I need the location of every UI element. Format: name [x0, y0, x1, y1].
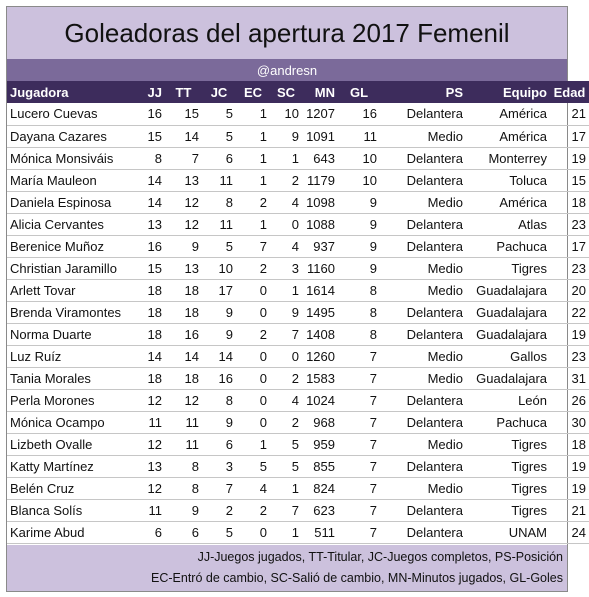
cell-mn: 1024 [302, 389, 338, 411]
column-header-gl: GL [349, 84, 369, 100]
cell-gl: 11 [338, 125, 380, 147]
table-row [7, 521, 589, 543]
cell-tt: 18 [165, 301, 202, 323]
cell-mn: 511 [302, 521, 338, 543]
cell-mn: 643 [302, 147, 338, 169]
column-header-ps: PS [445, 84, 463, 100]
cell-ec: 0 [236, 411, 270, 433]
cell-jugadora: Lucero Cuevas [7, 103, 135, 125]
cell-mn: 824 [302, 477, 338, 499]
table-row [7, 499, 589, 521]
cell-jj: 18 [135, 301, 165, 323]
cell-jc: 8 [202, 191, 236, 213]
cell-edad: 19 [550, 477, 589, 499]
cell-gl: 7 [338, 433, 380, 455]
cell-tt: 8 [165, 477, 202, 499]
legend-note-1: JJ-Juegos jugados, TT-Titular, JC-Juegos completos, PS-Posición [197, 550, 563, 564]
cell-sc: 5 [270, 455, 302, 477]
cell-jc: 5 [202, 125, 236, 147]
cell-edad: 23 [550, 257, 589, 279]
cell-mn: 1260 [302, 345, 338, 367]
cell-jc: 14 [202, 345, 236, 367]
page-title: Goleadoras del apertura 2017 Femenil [7, 7, 567, 59]
cell-jugadora: Dayana Cazares [7, 125, 135, 147]
author-handle: @andresn [7, 59, 567, 81]
cell-ps: Delantera [380, 169, 466, 191]
cell-jj: 18 [135, 323, 165, 345]
cell-equipo: América [466, 125, 550, 147]
cell-jc: 5 [202, 521, 236, 543]
cell-ps: Delantera [380, 103, 466, 125]
cell-jugadora: Tania Morales [7, 367, 135, 389]
cell-tt: 9 [165, 499, 202, 521]
cell-tt: 14 [165, 345, 202, 367]
cell-jj: 11 [135, 499, 165, 521]
cell-edad: 15 [550, 169, 589, 191]
table-row [7, 323, 589, 345]
cell-gl: 7 [338, 477, 380, 499]
cell-equipo: Atlas [466, 213, 550, 235]
cell-mn: 1614 [302, 279, 338, 301]
cell-ps: Medio [380, 191, 466, 213]
cell-gl: 7 [338, 455, 380, 477]
table-row [7, 103, 589, 125]
cell-ps: Delantera [380, 147, 466, 169]
cell-jj: 14 [135, 345, 165, 367]
cell-sc: 9 [270, 125, 302, 147]
cell-jugadora: Lizbeth Ovalle [7, 433, 135, 455]
cell-jc: 8 [202, 389, 236, 411]
cell-edad: 17 [550, 125, 589, 147]
cell-jugadora: María Mauleon [7, 169, 135, 191]
cell-ps: Delantera [380, 323, 466, 345]
cell-gl: 7 [338, 345, 380, 367]
cell-jj: 14 [135, 169, 165, 191]
cell-jc: 7 [202, 477, 236, 499]
cell-equipo: Guadalajara [466, 323, 550, 345]
cell-tt: 6 [165, 521, 202, 543]
cell-mn: 1179 [302, 169, 338, 191]
cell-ec: 2 [236, 499, 270, 521]
cell-edad: 18 [550, 433, 589, 455]
cell-edad: 19 [550, 323, 589, 345]
cell-ps: Medio [380, 125, 466, 147]
cell-ps: Delantera [380, 235, 466, 257]
cell-ec: 0 [236, 279, 270, 301]
cell-jugadora: Alicia Cervantes [7, 213, 135, 235]
cell-jc: 6 [202, 147, 236, 169]
column-header-equipo: Equipo [502, 84, 547, 100]
table-row [7, 301, 589, 323]
cell-ec: 0 [236, 389, 270, 411]
cell-edad: 19 [550, 147, 589, 169]
cell-ec: 1 [236, 125, 270, 147]
cell-sc: 4 [270, 235, 302, 257]
cell-mn: 959 [302, 433, 338, 455]
column-header-tt: TT [175, 84, 192, 100]
cell-edad: 23 [550, 213, 589, 235]
cell-gl: 16 [338, 103, 380, 125]
cell-equipo: Tigres [466, 477, 550, 499]
cell-tt: 16 [165, 323, 202, 345]
cell-jugadora: Arlett Tovar [7, 279, 135, 301]
cell-gl: 7 [338, 499, 380, 521]
cell-jc: 11 [202, 213, 236, 235]
legend-notes [7, 545, 567, 591]
cell-ec: 2 [236, 191, 270, 213]
column-header-mn: MN [314, 84, 335, 100]
cell-ec: 5 [236, 455, 270, 477]
cell-jugadora: Norma Duarte [7, 323, 135, 345]
cell-mn: 1583 [302, 367, 338, 389]
cell-edad: 17 [550, 235, 589, 257]
cell-jc: 5 [202, 103, 236, 125]
cell-sc: 5 [270, 433, 302, 455]
column-header-edad: Edad [553, 84, 586, 100]
column-header-jj: JJ [147, 84, 162, 100]
cell-mn: 937 [302, 235, 338, 257]
cell-gl: 7 [338, 367, 380, 389]
cell-ec: 0 [236, 345, 270, 367]
table-row [7, 477, 589, 499]
cell-tt: 13 [165, 257, 202, 279]
cell-jugadora: Perla Morones [7, 389, 135, 411]
cell-mn: 1207 [302, 103, 338, 125]
cell-equipo: Pachuca [466, 411, 550, 433]
cell-sc: 2 [270, 411, 302, 433]
cell-jc: 16 [202, 367, 236, 389]
table-row [7, 455, 589, 477]
cell-tt: 12 [165, 213, 202, 235]
cell-ec: 2 [236, 257, 270, 279]
cell-jc: 9 [202, 411, 236, 433]
cell-equipo: Tigres [466, 257, 550, 279]
cell-sc: 0 [270, 345, 302, 367]
cell-ps: Delantera [380, 301, 466, 323]
cell-jc: 10 [202, 257, 236, 279]
cell-jc: 9 [202, 301, 236, 323]
cell-mn: 1098 [302, 191, 338, 213]
cell-jj: 12 [135, 477, 165, 499]
cell-mn: 1088 [302, 213, 338, 235]
cell-ps: Delantera [380, 411, 466, 433]
cell-mn: 1091 [302, 125, 338, 147]
cell-sc: 4 [270, 191, 302, 213]
cell-gl: 9 [338, 191, 380, 213]
column-header-ec: EC [243, 84, 263, 100]
cell-gl: 8 [338, 301, 380, 323]
cell-ps: Medio [380, 345, 466, 367]
cell-edad: 21 [550, 499, 589, 521]
cell-sc: 1 [270, 147, 302, 169]
cell-equipo: Tigres [466, 499, 550, 521]
cell-jugadora: Berenice Muñoz [7, 235, 135, 257]
cell-ec: 0 [236, 521, 270, 543]
cell-tt: 12 [165, 191, 202, 213]
cell-edad: 19 [550, 455, 589, 477]
cell-sc: 4 [270, 389, 302, 411]
cell-tt: 8 [165, 455, 202, 477]
cell-sc: 9 [270, 301, 302, 323]
cell-jugadora: Mónica Ocampo [7, 411, 135, 433]
table-row [7, 433, 589, 455]
cell-edad: 21 [550, 103, 589, 125]
table-row [7, 279, 589, 301]
table-row [7, 257, 589, 279]
cell-ec: 4 [236, 477, 270, 499]
cell-ps: Medio [380, 279, 466, 301]
cell-mn: 855 [302, 455, 338, 477]
cell-jj: 13 [135, 455, 165, 477]
cell-jj: 12 [135, 389, 165, 411]
cell-jugadora: Katty Martínez [7, 455, 135, 477]
table-frame [6, 6, 586, 592]
cell-mn: 623 [302, 499, 338, 521]
cell-gl: 9 [338, 213, 380, 235]
cell-edad: 26 [550, 389, 589, 411]
table-row [7, 191, 589, 213]
cell-jugadora: Mónica Monsiváis [7, 147, 135, 169]
cell-jj: 14 [135, 191, 165, 213]
cell-equipo: Pachuca [466, 235, 550, 257]
cell-equipo: América [466, 103, 550, 125]
cell-jj: 8 [135, 147, 165, 169]
cell-jugadora: Karime Abud [7, 521, 135, 543]
cell-equipo: Guadalajara [466, 367, 550, 389]
cell-jugadora: Belén Cruz [7, 477, 135, 499]
table-row [7, 169, 589, 191]
cell-mn: 1160 [302, 257, 338, 279]
cell-sc: 2 [270, 367, 302, 389]
cell-tt: 15 [165, 103, 202, 125]
cell-tt: 18 [165, 279, 202, 301]
cell-jj: 16 [135, 103, 165, 125]
cell-jj: 16 [135, 235, 165, 257]
cell-ps: Delantera [380, 455, 466, 477]
cell-jugadora: Christian Jaramillo [7, 257, 135, 279]
cell-jc: 3 [202, 455, 236, 477]
cell-gl: 9 [338, 235, 380, 257]
cell-equipo: Monterrey [466, 147, 550, 169]
cell-tt: 12 [165, 389, 202, 411]
cell-jj: 12 [135, 433, 165, 455]
cell-equipo: América [466, 191, 550, 213]
cell-sc: 10 [270, 103, 302, 125]
cell-tt: 14 [165, 125, 202, 147]
cell-sc: 7 [270, 499, 302, 521]
cell-sc: 1 [270, 279, 302, 301]
cell-jj: 13 [135, 213, 165, 235]
table-row [7, 389, 589, 411]
cell-jj: 11 [135, 411, 165, 433]
table-row [7, 345, 589, 367]
cell-edad: 18 [550, 191, 589, 213]
cell-jc: 5 [202, 235, 236, 257]
cell-ps: Delantera [380, 389, 466, 411]
cell-mn: 1408 [302, 323, 338, 345]
cell-jugadora: Brenda Viramontes [7, 301, 135, 323]
column-header-jugadora: Jugadora [10, 84, 69, 100]
cell-gl: 8 [338, 279, 380, 301]
table-row [7, 411, 589, 433]
cell-jugadora: Blanca Solís [7, 499, 135, 521]
table-row [7, 125, 589, 147]
cell-sc: 2 [270, 169, 302, 191]
scorers-table [7, 81, 589, 544]
cell-gl: 9 [338, 257, 380, 279]
table-row [7, 367, 589, 389]
cell-ec: 1 [236, 433, 270, 455]
cell-jc: 2 [202, 499, 236, 521]
cell-gl: 8 [338, 323, 380, 345]
cell-gl: 7 [338, 521, 380, 543]
cell-equipo: Guadalajara [466, 301, 550, 323]
cell-ec: 1 [236, 147, 270, 169]
cell-gl: 7 [338, 389, 380, 411]
table-body [7, 103, 589, 543]
cell-ps: Delantera [380, 213, 466, 235]
cell-equipo: UNAM [466, 521, 550, 543]
table-row [7, 147, 589, 169]
legend-note-2: EC-Entró de cambio, SC-Salió de cambio, MN-Minutos jugados, GL-Goles [151, 571, 563, 585]
cell-tt: 7 [165, 147, 202, 169]
cell-jj: 15 [135, 125, 165, 147]
cell-jj: 18 [135, 279, 165, 301]
cell-ps: Medio [380, 477, 466, 499]
cell-ps: Medio [380, 257, 466, 279]
cell-ec: 0 [236, 301, 270, 323]
cell-gl: 10 [338, 147, 380, 169]
column-header-sc: SC [276, 84, 296, 100]
cell-ps: Delantera [380, 499, 466, 521]
cell-sc: 3 [270, 257, 302, 279]
cell-ps: Medio [380, 367, 466, 389]
cell-ps: Delantera [380, 521, 466, 543]
cell-ec: 2 [236, 323, 270, 345]
cell-equipo: Toluca [466, 169, 550, 191]
cell-sc: 7 [270, 323, 302, 345]
cell-jugadora: Daniela Espinosa [7, 191, 135, 213]
column-header-jc: JC [210, 84, 228, 100]
cell-jc: 11 [202, 169, 236, 191]
cell-ec: 1 [236, 103, 270, 125]
cell-jj: 6 [135, 521, 165, 543]
cell-tt: 13 [165, 169, 202, 191]
cell-jj: 18 [135, 367, 165, 389]
cell-mn: 1495 [302, 301, 338, 323]
cell-equipo: Guadalajara [466, 279, 550, 301]
cell-edad: 31 [550, 367, 589, 389]
cell-jc: 17 [202, 279, 236, 301]
cell-ps: Medio [380, 433, 466, 455]
cell-equipo: Gallos [466, 345, 550, 367]
cell-edad: 23 [550, 345, 589, 367]
cell-ec: 1 [236, 169, 270, 191]
cell-edad: 30 [550, 411, 589, 433]
cell-edad: 20 [550, 279, 589, 301]
cell-gl: 10 [338, 169, 380, 191]
cell-sc: 1 [270, 521, 302, 543]
cell-jc: 9 [202, 323, 236, 345]
cell-jugadora: Luz Ruíz [7, 345, 135, 367]
table-row [7, 213, 589, 235]
cell-jj: 15 [135, 257, 165, 279]
cell-tt: 11 [165, 411, 202, 433]
cell-sc: 1 [270, 477, 302, 499]
cell-tt: 11 [165, 433, 202, 455]
cell-equipo: Tigres [466, 455, 550, 477]
cell-tt: 18 [165, 367, 202, 389]
table-row [7, 235, 589, 257]
cell-equipo: León [466, 389, 550, 411]
cell-ec: 7 [236, 235, 270, 257]
cell-ec: 0 [236, 367, 270, 389]
cell-edad: 24 [550, 521, 589, 543]
cell-jc: 6 [202, 433, 236, 455]
table-header-row [7, 81, 589, 103]
cell-mn: 968 [302, 411, 338, 433]
cell-edad: 22 [550, 301, 589, 323]
cell-equipo: Tigres [466, 433, 550, 455]
cell-tt: 9 [165, 235, 202, 257]
cell-sc: 0 [270, 213, 302, 235]
cell-gl: 7 [338, 411, 380, 433]
cell-ec: 1 [236, 213, 270, 235]
